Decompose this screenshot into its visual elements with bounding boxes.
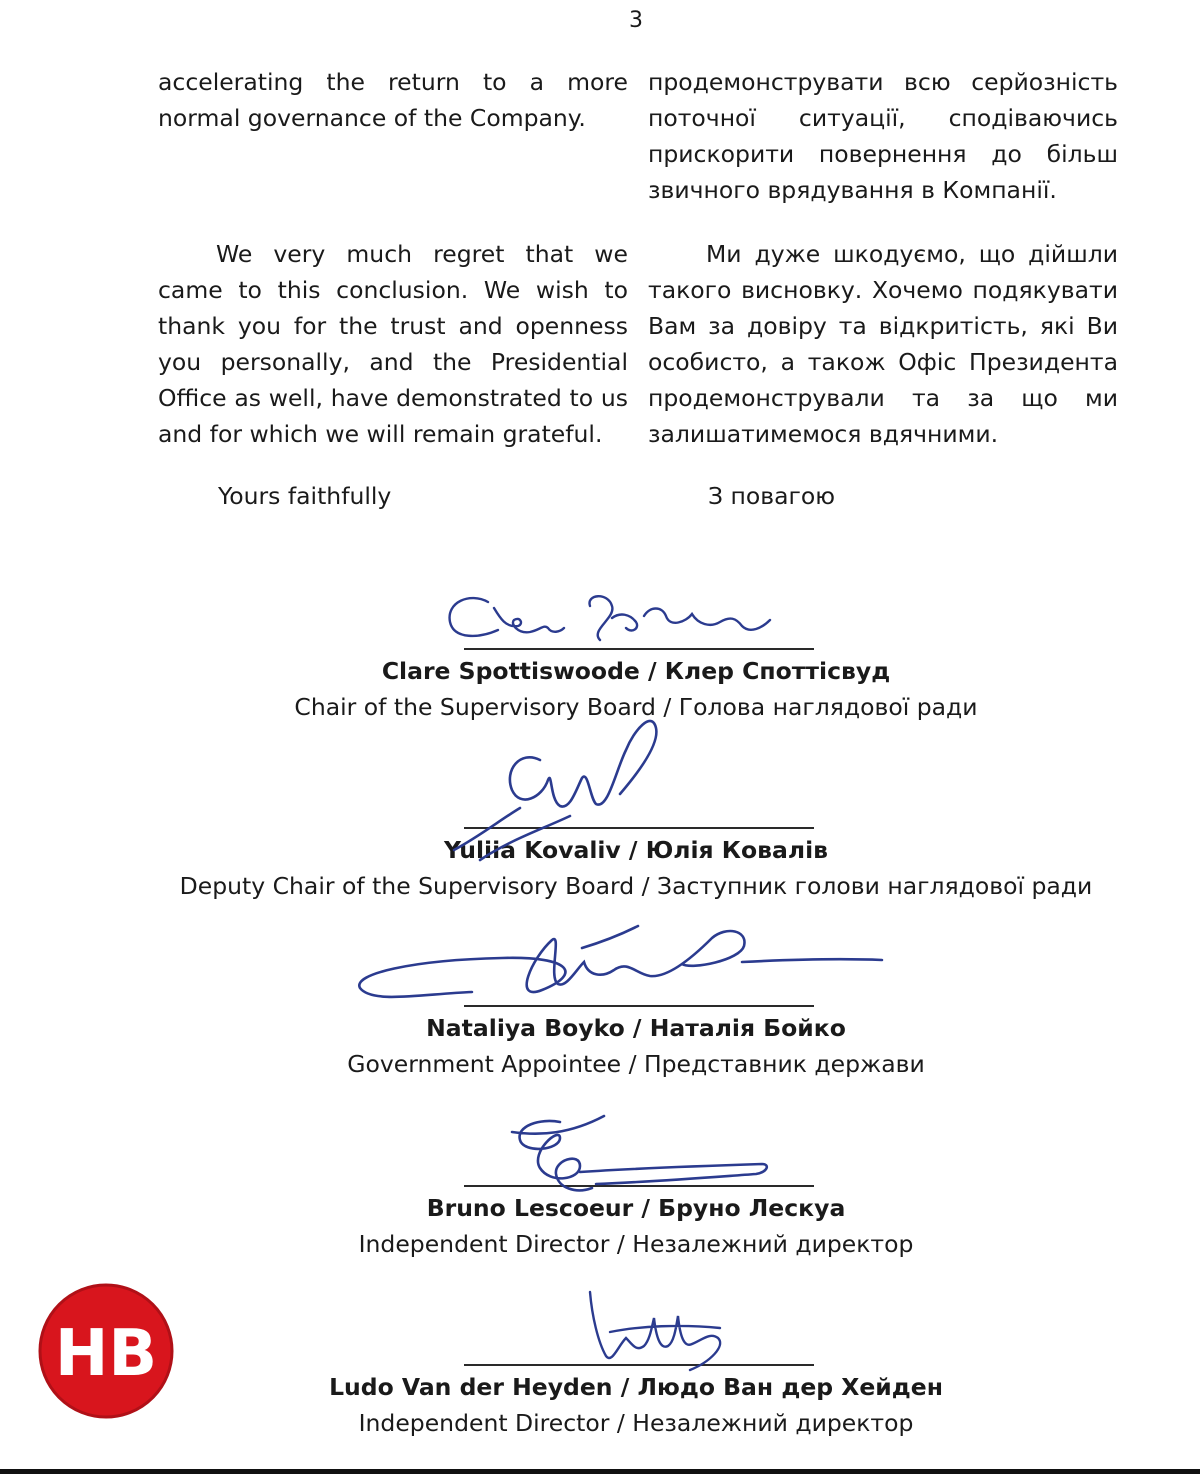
- ukrainian-closing: З повагою: [708, 482, 836, 510]
- signatory-name: Clare Spottiswoode / Клер Споттісвуд: [381, 657, 891, 685]
- signatory-block-4: [0, 1190, 1200, 1262]
- signature-line-1: [464, 648, 814, 650]
- bottom-border: [0, 1469, 1200, 1474]
- signatory-block-3: [0, 1010, 1200, 1082]
- signatory-role: Independent Director / Незалежний директор: [358, 1409, 914, 1437]
- english-paragraph-2: We very much regret that we came to this conclusion. We wish to thank you for the trust and openness you personally, and the Presidential Office as well, have demonstrated to us and for which we will remain grateful.: [158, 240, 628, 448]
- signature-line-5: [464, 1364, 814, 1366]
- english-closing: Yours faithfully: [218, 482, 392, 510]
- signatory-block-2: [0, 832, 1200, 904]
- nv-logo-text: НВ: [54, 1317, 158, 1391]
- ukrainian-column: [648, 64, 1118, 208]
- signature-line-4: [464, 1185, 814, 1187]
- signatory-role: Independent Director / Незалежний директор: [358, 1230, 914, 1258]
- signatory-block-1: [0, 653, 1200, 725]
- english-column: [158, 64, 628, 136]
- page-number: 3: [629, 8, 643, 33]
- signature-bruno-lescoeur: [500, 1112, 790, 1202]
- ukrainian-paragraph-1: продемонструвати всю серйозність поточної ситуації, сподіваючись прискорити повернення до більш звичного врядування в Компанії.: [648, 68, 1118, 204]
- signature-line-3: [464, 1005, 814, 1007]
- signatory-name: Bruno Lescoeur / Бруно Лескуа: [426, 1194, 846, 1222]
- signatory-name: Yuliia Kovaliv / Юлія Ковалів: [443, 836, 829, 864]
- signatory-role: Government Appointee / Представник держави: [347, 1050, 925, 1078]
- ukrainian-paragraph-2: Ми дуже шкодуємо, що дійшли такого висновку. Хочемо подякувати Вам за довіру та відкритість, які Ви особисто, а також Офіс Президента продемонстрували та за що ми залишатимемося вдячними.: [648, 240, 1118, 448]
- english-column-2: [158, 236, 628, 452]
- signatory-name: Ludo Van der Heyden / Людо Ван дер Хейден: [329, 1373, 943, 1401]
- signatory-block-5: [0, 1369, 1200, 1441]
- ukrainian-column-2: [648, 236, 1118, 452]
- signatory-role: Chair of the Supervisory Board / Голова наглядової ради: [294, 693, 978, 721]
- english-paragraph-1: accelerating the return to a more normal governance of the Company.: [158, 68, 628, 132]
- signatory-role: Deputy Chair of the Supervisory Board / Заступник голови наглядової ради: [179, 872, 1093, 900]
- signatory-name: Nataliya Boyko / Наталія Бойко: [426, 1014, 846, 1042]
- nv-logo: [38, 1283, 174, 1419]
- signature-line-2: [464, 827, 814, 829]
